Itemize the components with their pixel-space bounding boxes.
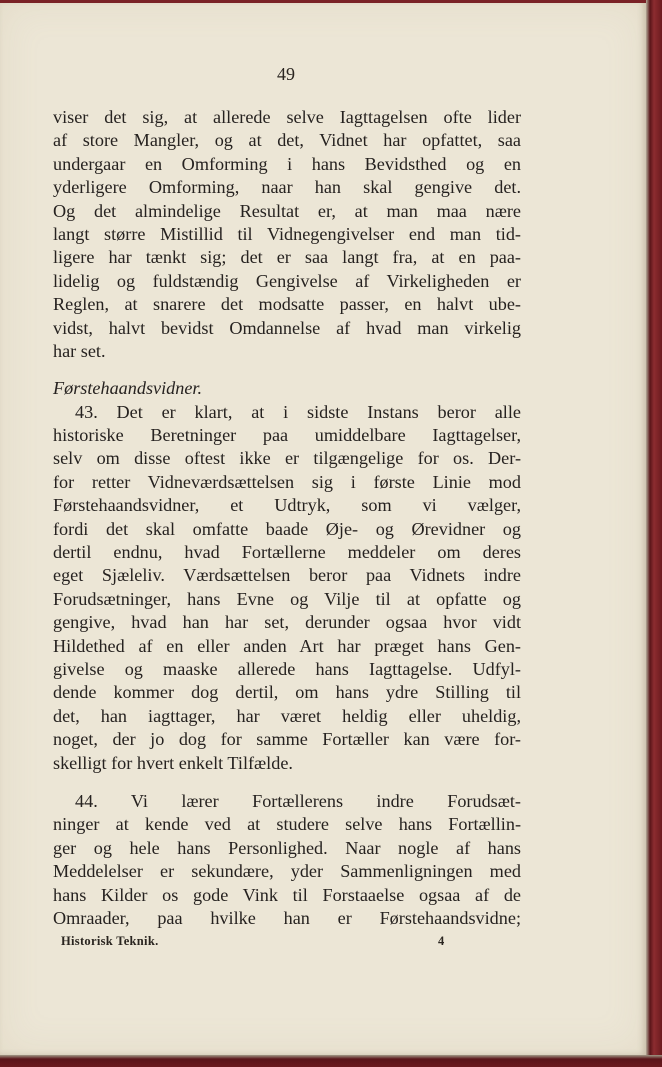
text-line: 44. Vi lærer Fortællerens indre Forudsæt-: [75, 790, 521, 811]
book-cover-edge-right: [646, 0, 662, 1067]
section-heading: Førstehaandsvidner.: [53, 378, 203, 399]
text-line: yderligere Omforming, naar han skal gengive det.: [53, 177, 521, 198]
body-text: [53, 106, 521, 930]
text-line: undergaar en Omforming i hans Bevidsthed og en: [53, 153, 521, 174]
text-line: Omraader, paa hvilke han er Førstehaandsvidne;: [53, 907, 521, 928]
text-line: Hildethed af en eller anden Art har præget hans Gen-: [53, 635, 521, 656]
book-cover-edge-bottom: [0, 1055, 662, 1067]
text-line: for retter Vidneværdsættelsen sig i første Linie mod: [53, 471, 521, 492]
page-footer: [61, 934, 445, 949]
text-line: det, han iagttager, har været heldig eller uheldig,: [53, 705, 521, 726]
text-line: Reglen, at snarere det modsatte passer, en halvt ube-: [53, 294, 521, 315]
text-line: vidst, halvt bevidst Omdannelse af hvad man virkelig: [53, 317, 521, 338]
signature-mark: 4: [438, 934, 445, 948]
text-line: viser det sig, at allerede selve Iagttagelsen ofte lider: [53, 107, 521, 127]
text-line: ger og hele hans Personlighed. Naar nogle af hans: [53, 837, 521, 858]
text-line: eget Sjæleliv. Værdsættelsen beror paa Vidnets indre: [53, 565, 521, 586]
text-line: dende kommer dog dertil, om hans ydre Stilling til: [53, 682, 521, 703]
text-line: dertil endnu, hvad Fortællerne meddeler om deres: [53, 542, 521, 563]
text-line: historiske Beretninger paa umiddelbare Iagttagelser,: [53, 425, 521, 446]
text-line: Og det almindelige Resultat er, at man maa nære: [53, 200, 521, 221]
text-line: har set.: [53, 340, 106, 361]
paragraph-43: [53, 401, 521, 775]
paragraph-1: [53, 106, 521, 363]
text-line: ninger at kende ved at studere selve hans Fortællin-: [53, 814, 521, 835]
text-line: gengive, hvad han har set, derunder ogsaa hvor vidt: [53, 612, 521, 633]
text-line: lidelig og fuldstændig Gengivelse af Virkeligheden er: [53, 270, 521, 291]
page-number: 49: [277, 64, 295, 84]
text-line: noget, der jo dog for samme Fortæller kan være for-: [53, 729, 521, 750]
text-line: af store Mangler, og at det, Vidnet har opfattet, saa: [53, 130, 521, 151]
text-line: Meddelelser er sekundære, yder Sammenligningen med: [53, 861, 521, 882]
text-line: skelligt for hvert enkelt Tilfælde.: [53, 752, 293, 773]
text-line: givelse og maaske allerede hans Iagttagelse. Udfyl-: [53, 658, 521, 679]
text-line: Førstehaandsvidner, et Udtryk, som vi vælger,: [53, 495, 521, 516]
text-line: fordi det skal omfatte baade Øje- og Ørevidner og: [53, 518, 521, 539]
text-line: hans Kilder os gode Vink til Forstaaelse ogsaa af de: [53, 884, 521, 905]
text-line: 43. Det er klart, at i sidste Instans beror alle: [75, 401, 521, 422]
text-line: Forudsætninger, hans Evne og Vilje til at opfatte og: [53, 588, 521, 609]
paragraph-44: [53, 790, 521, 930]
page-top-edge: [0, 0, 646, 3]
text-line: ligere har tænkt sig; det er saa langt fra, at en paa-: [53, 247, 521, 268]
text-line: langt større Mistillid til Vidnegengivelser end man tid-: [53, 223, 521, 244]
footer-title: Historisk Teknik.: [61, 934, 159, 948]
text-line: selv om disse oftest ikke er tilgængelige for os. Der-: [53, 448, 521, 469]
